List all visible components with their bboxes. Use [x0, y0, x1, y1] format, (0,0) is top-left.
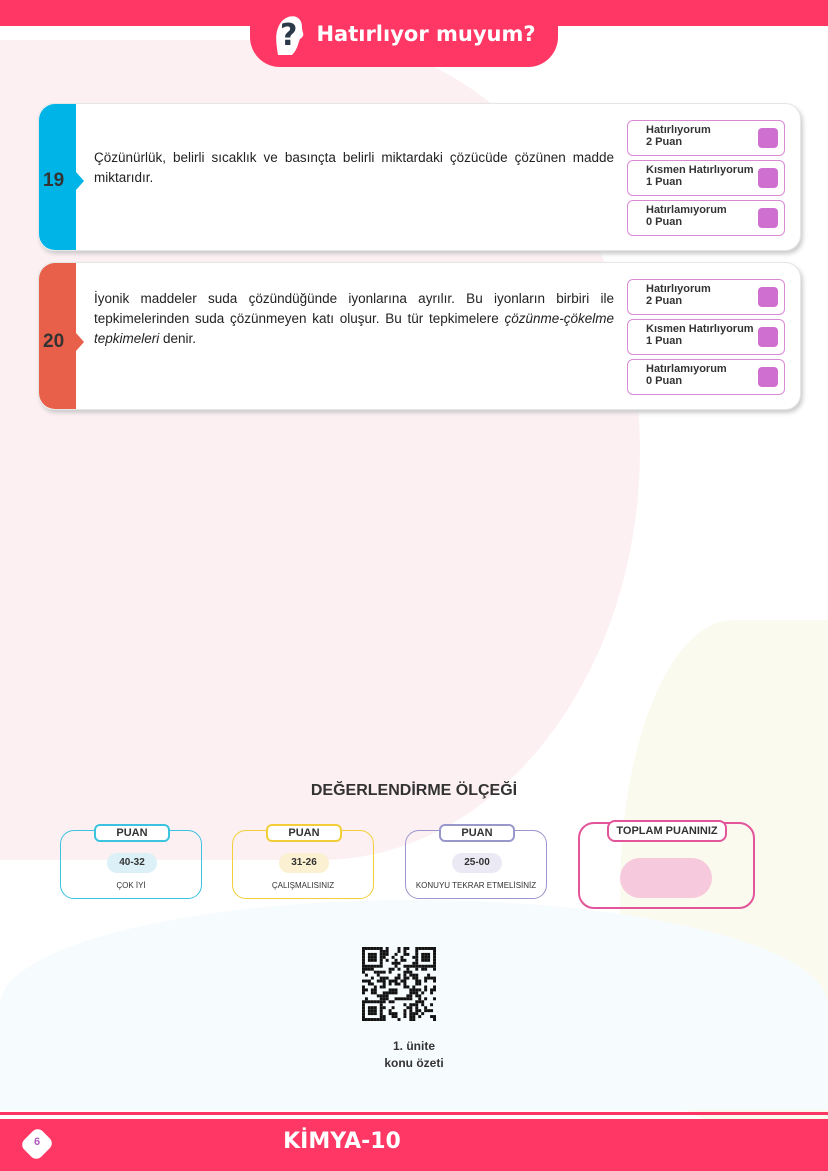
- qr-caption: [0, 1038, 828, 1072]
- option-label: Kısmen Hatırlıyorum: [646, 323, 754, 335]
- question-number: 20: [43, 331, 65, 352]
- evaluation-title: DEĞERLENDİRME ÖLÇEĞİ: [310, 782, 518, 799]
- scale-label: KONUYU TEKRAR ETMELİSİNİZ: [415, 881, 537, 890]
- scale-box: [60, 827, 202, 899]
- scale-label: ÇALIŞMALISINIZ: [271, 881, 335, 890]
- option-label: Hatırlamıyorum: [646, 204, 727, 216]
- checkbox[interactable]: [758, 168, 778, 188]
- footer-line: [0, 1112, 828, 1115]
- option-label: Kısmen Hatırlıyorum: [646, 164, 754, 176]
- qr-code[interactable]: [362, 947, 436, 1021]
- checkbox[interactable]: [758, 367, 778, 387]
- arrow-icon: [76, 172, 84, 190]
- question-text: Çözünürlük, belirli sıcaklık ve basınçta belirli miktardaki çözücüde çözünen madde miktarıdır.: [94, 150, 614, 185]
- option-label: Hatırlıyorum: [646, 124, 711, 136]
- page-title: Hatırlıyor muyum?: [316, 21, 536, 46]
- scale-range: 40-32: [107, 853, 157, 873]
- checkbox[interactable]: [758, 327, 778, 347]
- text-part: denir.: [159, 331, 197, 346]
- rating-options: [627, 120, 785, 240]
- svg-text:?: ?: [280, 17, 298, 53]
- option-points: 2 Puan: [646, 295, 683, 307]
- option-forgot[interactable]: [627, 359, 785, 395]
- scale-tag: PUAN: [94, 824, 170, 842]
- option-label: Hatırlamıyorum: [646, 363, 727, 375]
- question-card-20: [38, 262, 801, 410]
- text-part: İyonik maddeler suda çözündüğünde iyonlarına ayrılır. Bu iyonların birbiri ile tepkimelerinden suda çözünmeyen katı oluşur. Bu tür tepkimelere: [94, 291, 614, 326]
- checkbox[interactable]: [758, 128, 778, 148]
- scale-label: ÇOK İYİ: [116, 881, 146, 890]
- text-emphasis: çözünme-çökelme tepkimeleri: [94, 311, 614, 346]
- option-partial[interactable]: [627, 160, 785, 196]
- subject-title: KİMYA-10: [283, 1129, 401, 1154]
- option-points: 2 Puan: [646, 136, 683, 148]
- header-tab: [250, 0, 558, 67]
- scale-box: [232, 827, 374, 899]
- arrow-icon: [76, 333, 84, 351]
- option-points: 0 Puan: [646, 375, 683, 387]
- option-forgot[interactable]: [627, 200, 785, 236]
- option-points: 0 Puan: [646, 216, 683, 228]
- question-text: [94, 289, 614, 349]
- scale-box: [405, 827, 547, 899]
- scale-range: 25-00: [452, 853, 502, 873]
- question-card-19: [38, 103, 801, 251]
- question-head-icon: [272, 11, 306, 57]
- rating-options: [627, 279, 785, 399]
- checkbox[interactable]: [758, 287, 778, 307]
- option-label: Hatırlıyorum: [646, 283, 711, 295]
- scale-range: 31-26: [279, 853, 329, 873]
- option-remember[interactable]: [627, 120, 785, 156]
- qr-caption-line: konu özeti: [384, 1056, 444, 1070]
- scale-tag: PUAN: [266, 824, 342, 842]
- checkbox[interactable]: [758, 208, 778, 228]
- option-points: 1 Puan: [646, 335, 683, 347]
- footer: [0, 1119, 828, 1171]
- option-remember[interactable]: [627, 279, 785, 315]
- option-partial[interactable]: [627, 319, 785, 355]
- total-score-field[interactable]: [620, 858, 712, 898]
- qr-caption-line: 1. ünite: [392, 1039, 435, 1053]
- page-number: 6: [33, 1136, 41, 1148]
- question-number: 19: [43, 170, 65, 191]
- total-score-box: [578, 822, 755, 909]
- scale-tag: PUAN: [439, 824, 515, 842]
- option-points: 1 Puan: [646, 176, 683, 188]
- total-label: TOPLAM PUANINIZ: [607, 820, 727, 842]
